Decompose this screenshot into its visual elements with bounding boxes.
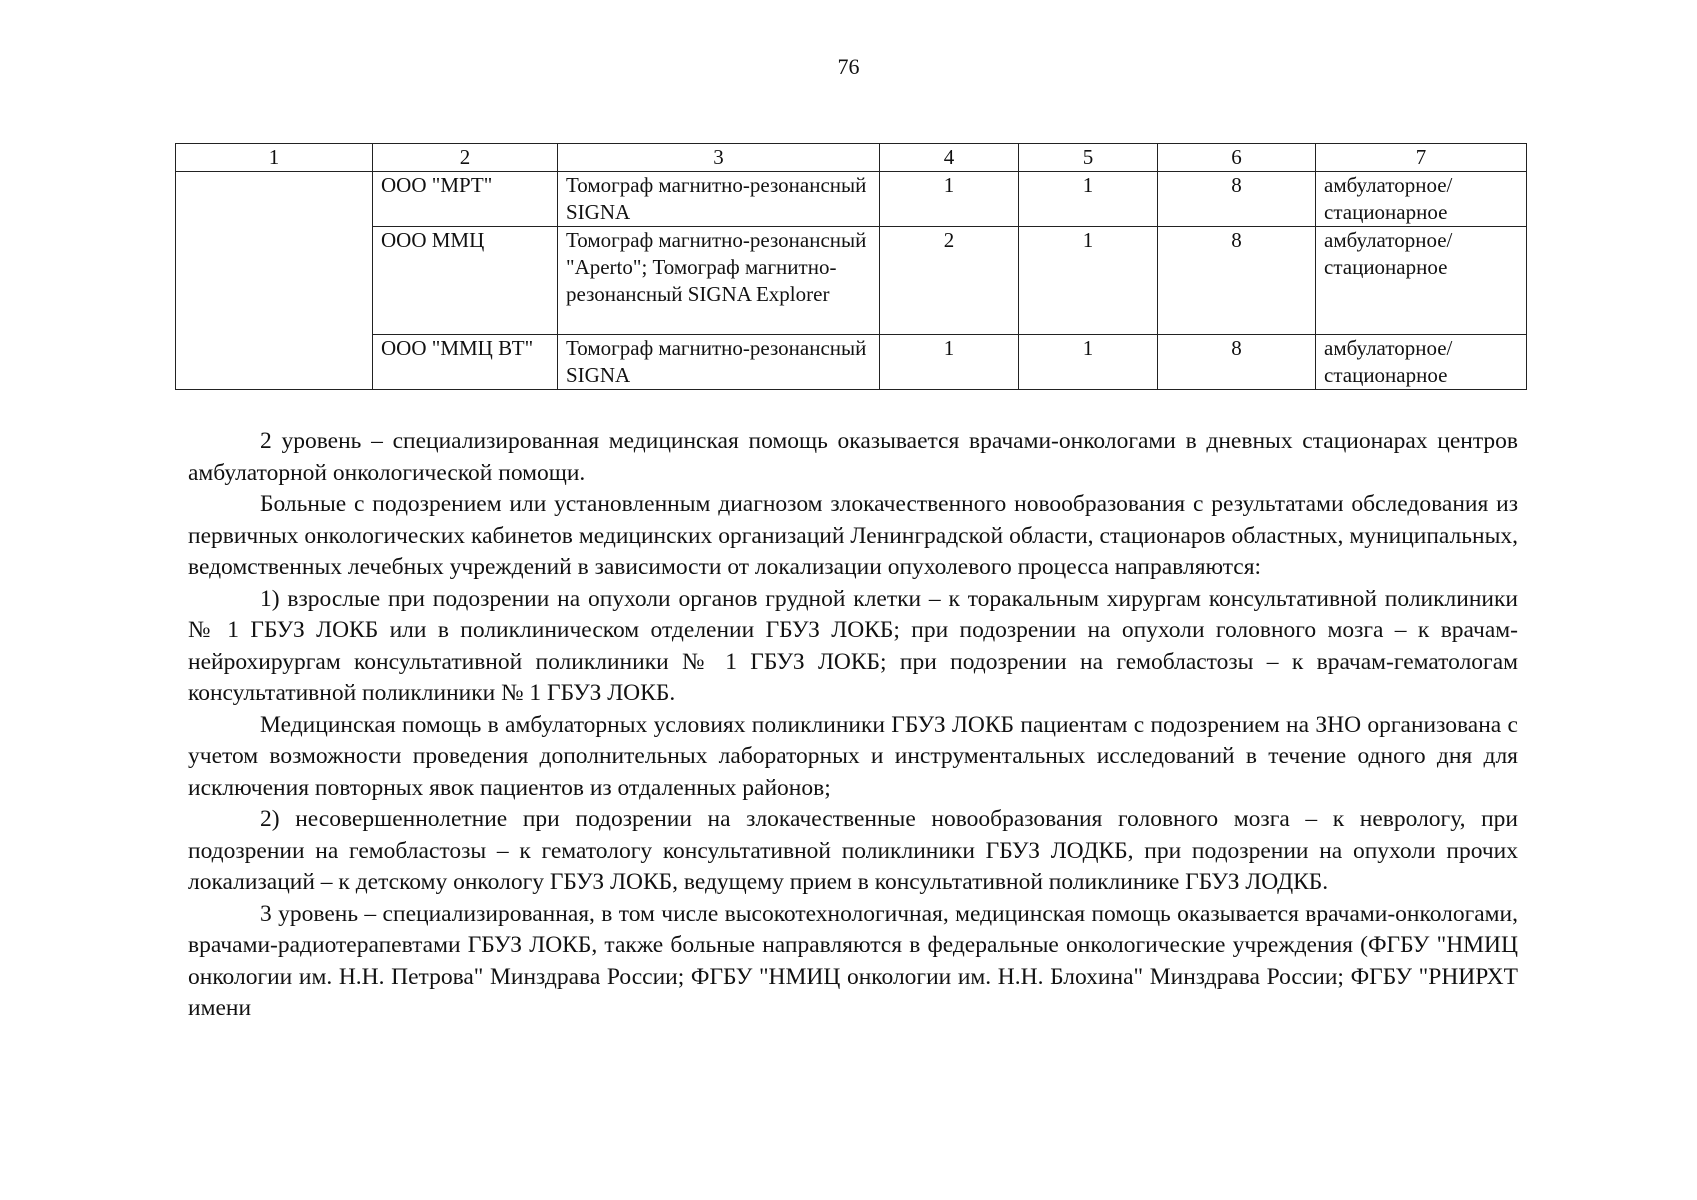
value-cell-col5: 1 [1019,335,1158,390]
care-type-cell: амбулаторное/ стационарное [1316,172,1527,227]
org-cell: ООО ММЦ [373,227,558,335]
column-header: 4 [880,144,1019,172]
table-row [176,227,1527,335]
value-cell-col4: 1 [880,172,1019,227]
org-cell: ООО "ММЦ ВТ" [373,335,558,390]
value-cell-col6: 8 [1158,227,1316,335]
paragraph: 1) взрослые при подозрении на опухоли органов грудной клетки – к торакальным хирургам консультативной поликлиники № 1 ГБУЗ ЛОКБ или в поликлиническом отделении ГБУЗ ЛОКБ; при подозрении на опухоли головного мозга – к врачам-нейрохирургам консультативной поликлиники № 1 ГБУЗ ЛОКБ; при подозрении на гемобластозы – к врачам-гематологам консультативной поликлиники № 1 ГБУЗ ЛОКБ. [188,585,1518,706]
merged-cell-col1 [176,172,373,390]
equipment-cell: Томограф магнитно-резонансный SIGNA [558,172,880,227]
table-header-row [176,144,1527,172]
column-header: 1 [176,144,373,172]
equipment-table [175,143,1527,390]
table-row [176,172,1527,227]
paragraph: 2 уровень – специализированная медицинская помощь оказывается врачами-онкологами в дневных стационарах центров амбулаторной онкологической помощи. [188,428,1518,486]
column-header: 2 [373,144,558,172]
paragraph: 3 уровень – специализированная, в том числе высокотехнологичная, медицинская помощь оказывается врачами-онкологами, врачами-радиотерапевтами ГБУЗ ЛОКБ, также больные направляются в федеральные онкологические учреждения (ФГБУ "НМИЦ онкологии им. Н.Н. Петрова" Минздрава России; ФГБУ "НМИЦ онкологии им. Н.Н. Блохина" Минздрава России; ФГБУ "РНИРХТ имени [188,900,1518,1021]
value-cell-col6: 8 [1158,335,1316,390]
paragraph: 2) несовершеннолетние при подозрении на злокачественные новообразования головного мозга – к неврологу, при подозрении на гемобластозы – к гематологу консультативной поликлиники ГБУЗ ЛОДКБ, при подозрении на опухоли прочих локализаций – к детскому онкологу ГБУЗ ЛОКБ, ведущему прием в консультативной поликлинике ГБУЗ ЛОДКБ. [188,806,1518,895]
table-row [176,335,1527,390]
column-header: 7 [1316,144,1527,172]
column-header: 5 [1019,144,1158,172]
care-type-cell: амбулаторное/ стационарное [1316,227,1527,335]
paragraph: Медицинская помощь в амбулаторных условиях поликлиники ГБУЗ ЛОКБ пациентам с подозрением на ЗНО организована с учетом возможности проведения дополнительных лабораторных и инструментальных исследований в течение одного дня для исключения повторных явок пациентов из отдаленных районов; [188,711,1518,801]
value-cell-col4: 2 [880,227,1019,335]
care-type-cell: амбулаторное/ стационарное [1316,335,1527,390]
value-cell-col6: 8 [1158,172,1316,227]
value-cell-col4: 1 [880,335,1019,390]
body-text [188,426,1518,1025]
equipment-cell: Томограф магнитно-резонансный "Aperto"; Томограф магнитно-резонансный SIGNA Explorer [558,227,880,335]
page-number: 76 [837,54,860,79]
org-cell: ООО "МРТ" [373,172,558,227]
value-cell-col5: 1 [1019,227,1158,335]
paragraph: Больные с подозрением или установленным диагнозом злокачественного новообразования с результатами обследования из первичных онкологических кабинетов медицинских организаций Ленинградской области, стационаров областных, муниципальных, ведомственных лечебных учреждений в зависимости от локализации опухолевого процесса направляются: [188,491,1518,580]
column-header: 6 [1158,144,1316,172]
column-header: 3 [558,144,880,172]
equipment-cell: Томограф магнитно-резонансный SIGNA [558,335,880,390]
value-cell-col5: 1 [1019,172,1158,227]
